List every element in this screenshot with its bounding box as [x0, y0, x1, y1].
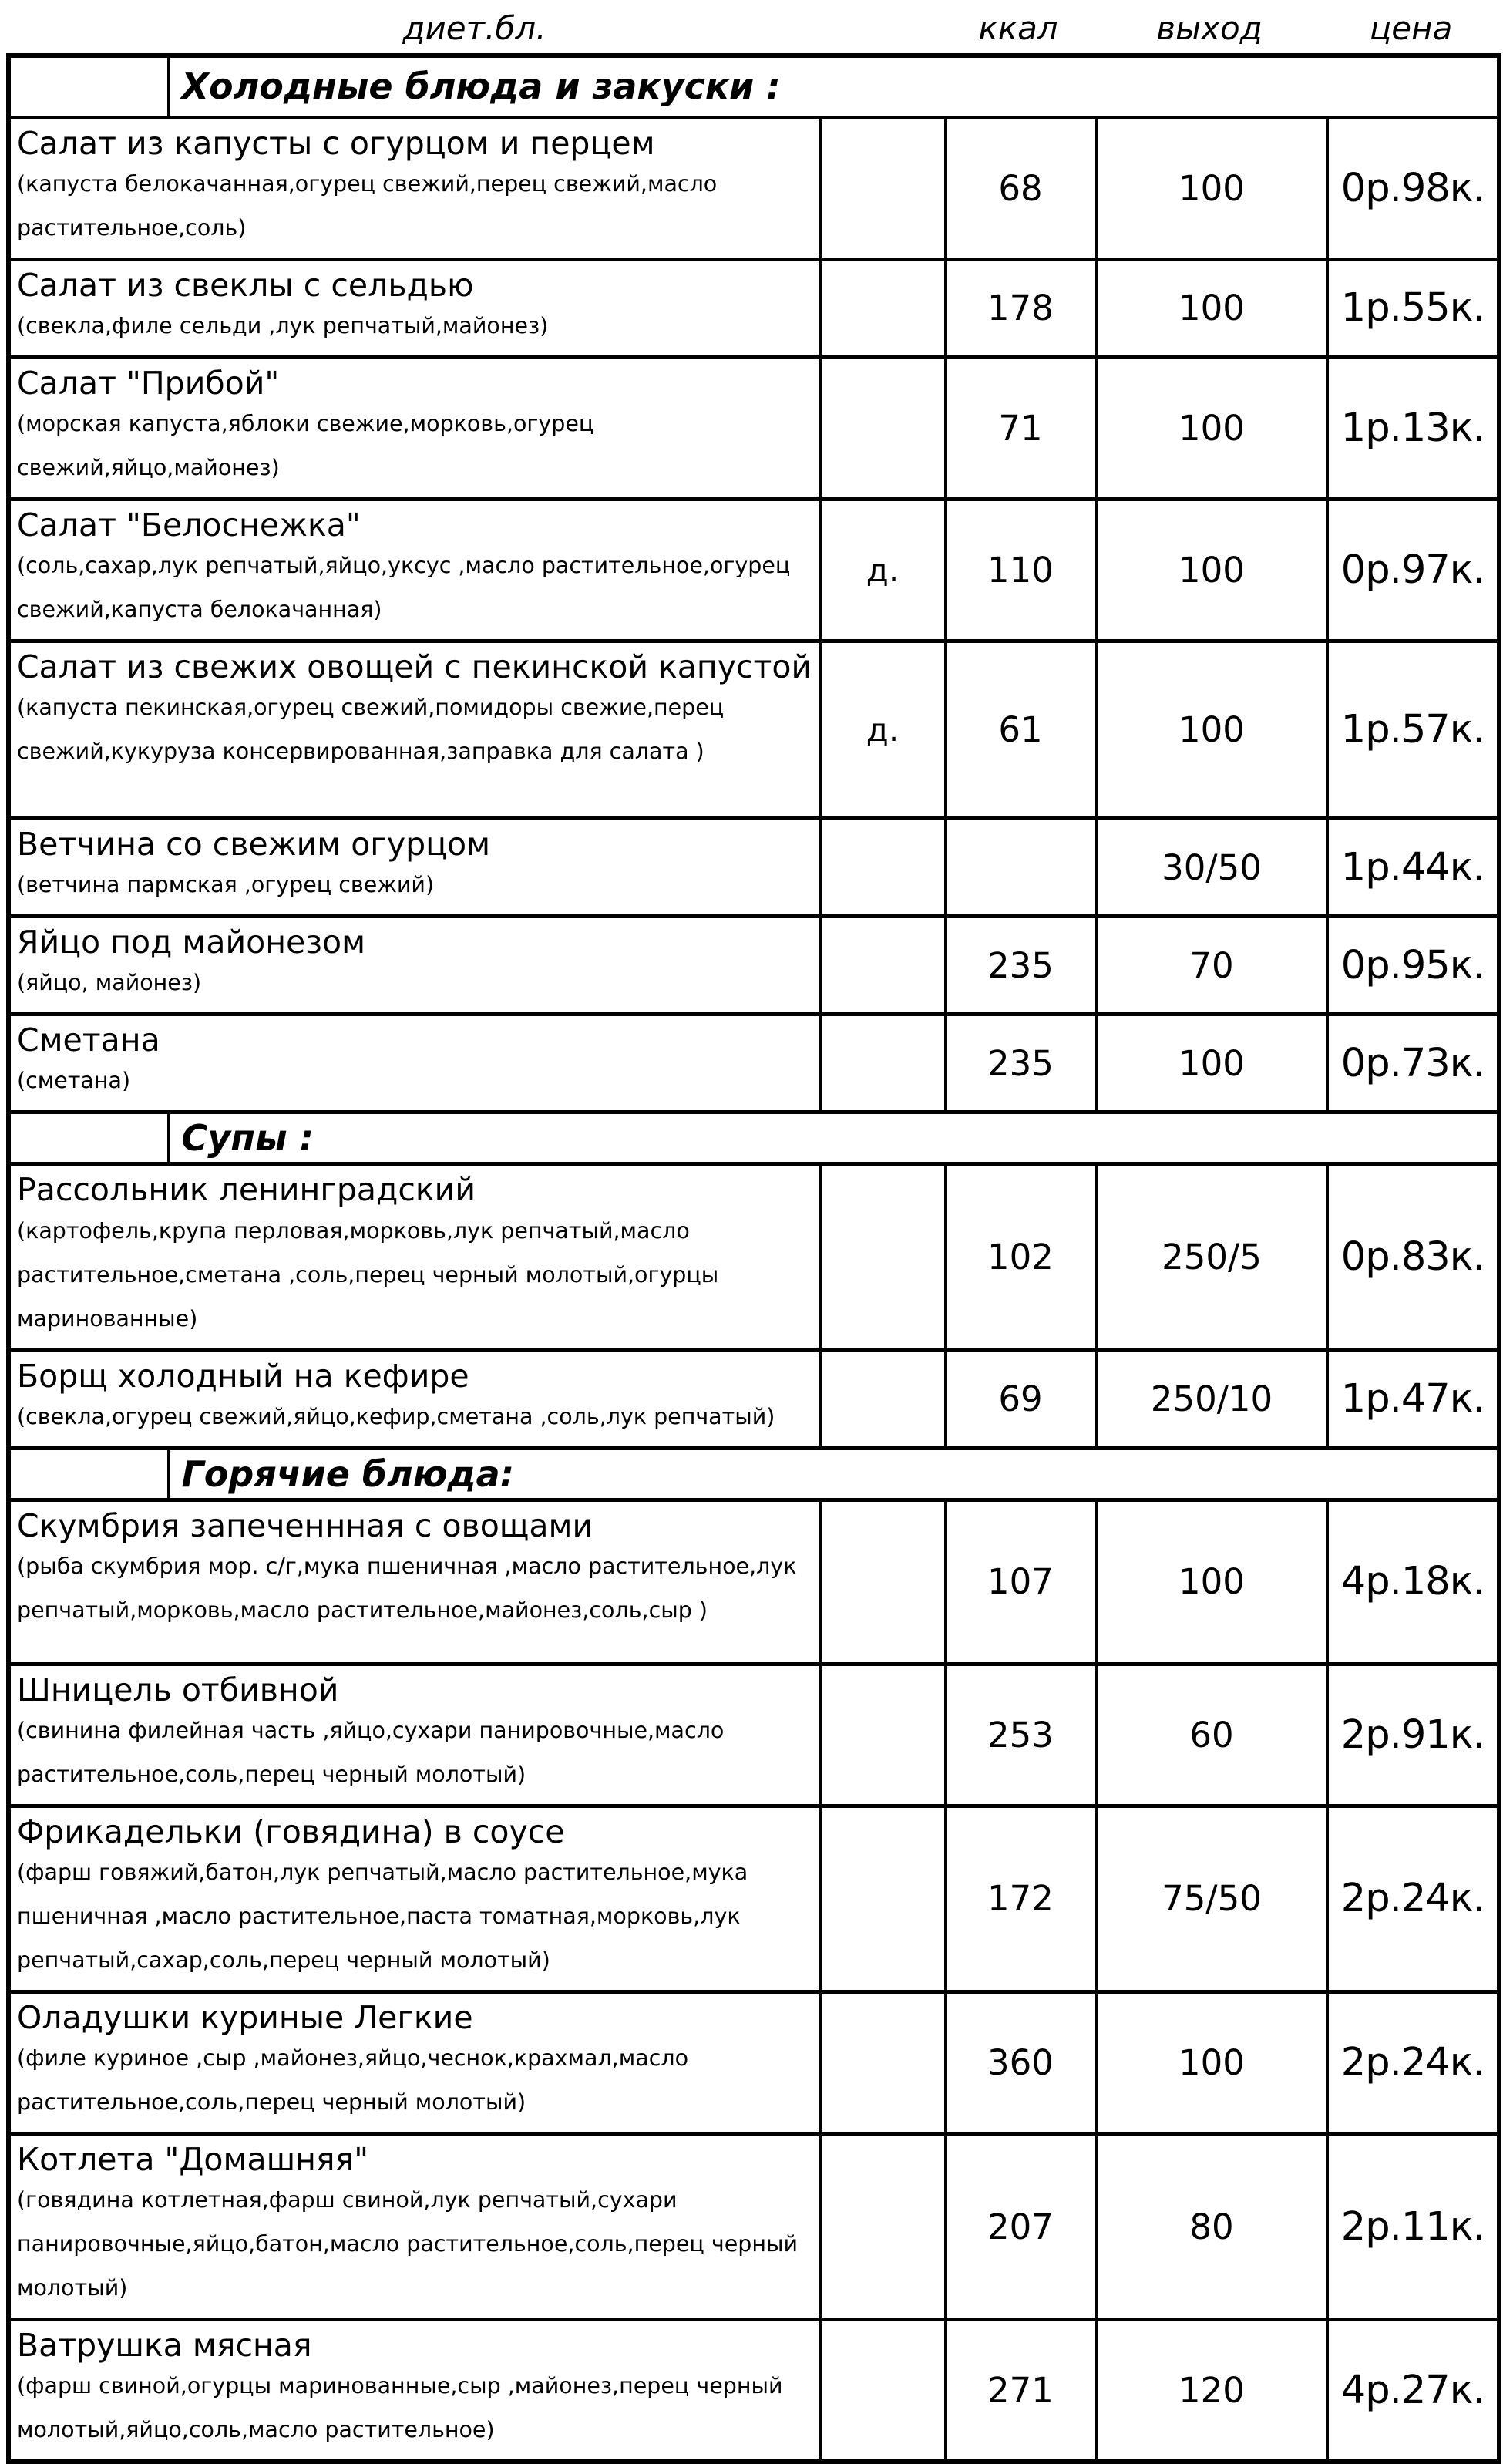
- dish-ingredients: (говядина котлетная,фарш свиной,лук репчатый,сухари панировочные,яйцо,батон,масло растительное,соль,перец черный молотый): [17, 2187, 798, 2301]
- menu-row: [8, 1164, 1499, 1350]
- dish-name: Ветчина со свежим огурцом: [17, 826, 491, 863]
- diet-mark: [820, 2320, 945, 2462]
- price-value: 4р.18к.: [1327, 1500, 1499, 1664]
- dish-name: Шницель отбивной: [17, 1671, 339, 1708]
- diet-mark: [820, 1015, 945, 1113]
- vyhod-value: 100: [1096, 1992, 1327, 2134]
- dish-name: Салат из свеклы с сельдью: [17, 266, 474, 304]
- section-row-soups: [8, 1113, 1499, 1164]
- price-value: 1р.47к.: [1327, 1350, 1499, 1448]
- column-headers: [6, 9, 1497, 47]
- dish-name: Салат "Белоснежка": [17, 506, 361, 544]
- dish-name: Сметана: [17, 1022, 160, 1059]
- diet-mark: [820, 917, 945, 1015]
- dish-name: Борщ холодный на кефире: [17, 1357, 469, 1395]
- price-value: 1р.55к.: [1327, 259, 1499, 357]
- dish-name: Фрикадельки (говядина) в соусе: [17, 1813, 565, 1850]
- kcal-value: 172: [945, 1806, 1096, 1991]
- diet-mark: [820, 819, 945, 917]
- dish-ingredients: (ветчина пармская ,огурец свежий): [17, 872, 435, 898]
- vyhod-value: 80: [1096, 2134, 1327, 2320]
- diet-mark: [820, 1350, 945, 1448]
- vyhod-value: 250/10: [1096, 1350, 1327, 1448]
- vyhod-value: 100: [1096, 1015, 1327, 1113]
- price-value: 0р.83к.: [1327, 1164, 1499, 1350]
- dish-ingredients: (соль,сахар,лук репчатый,яйцо,уксус ,масло растительное,огурец свежий,капуста белокачанная): [17, 553, 791, 623]
- section-left-cell: [8, 1113, 168, 1164]
- diet-mark: [820, 117, 945, 259]
- section-left-cell: [8, 56, 168, 117]
- dish-name: Оладушки куриные Легкие: [17, 1999, 473, 2037]
- price-value: 4р.27к.: [1327, 2320, 1499, 2462]
- diet-mark: д.: [820, 499, 945, 641]
- dish-ingredients: (рыба скумбрия мор. с/г,мука пшеничная ,масло растительное,лук репчатый,морковь,масло растительное,майонез,соль,сыр ): [17, 1553, 797, 1623]
- diet-mark: [820, 259, 945, 357]
- vyhod-value: 120: [1096, 2320, 1327, 2462]
- menu-row: [8, 259, 1499, 357]
- dish-ingredients: (свекла,огурец свежий,яйцо,кефир,сметана ,соль,лук репчатый): [17, 1403, 775, 1429]
- section-title: Горячие блюда:: [168, 1448, 1499, 1500]
- vyhod-value: 100: [1096, 117, 1327, 259]
- dish-name: Салат "Прибой": [17, 364, 280, 402]
- column-header-vyhod: выход: [1156, 9, 1263, 47]
- vyhod-value: 100: [1096, 259, 1327, 357]
- menu-page: [0, 9, 1503, 2464]
- dish-ingredients: (фарш говяжий,батон,лук репчатый,масло растительное,мука пшеничная ,масло растительное,паста томатная,морковь,лук репчатый,сахар,соль,перец черный молотый): [17, 1860, 748, 1974]
- menu-row: [8, 1664, 1499, 1806]
- kcal-value: 235: [945, 1015, 1096, 1113]
- kcal-value: 61: [945, 641, 1096, 819]
- price-value: 2р.24к.: [1327, 1806, 1499, 1991]
- kcal-value: 102: [945, 1164, 1096, 1350]
- column-header-diet: диет.бл.: [402, 9, 546, 47]
- column-header-price: цена: [1369, 9, 1453, 47]
- price-value: 2р.91к.: [1327, 1664, 1499, 1806]
- menu-row: [8, 117, 1499, 259]
- kcal-value: 178: [945, 259, 1096, 357]
- menu-table: [6, 53, 1501, 2464]
- price-value: 0р.73к.: [1327, 1015, 1499, 1113]
- kcal-value: 253: [945, 1664, 1096, 1806]
- kcal-value: 107: [945, 1500, 1096, 1664]
- dish-ingredients: (яйцо, майонез): [17, 970, 202, 996]
- kcal-value: 71: [945, 357, 1096, 499]
- menu-row: [8, 819, 1499, 917]
- price-value: 0р.98к.: [1327, 117, 1499, 259]
- price-value: 1р.44к.: [1327, 819, 1499, 917]
- menu-row: [8, 1500, 1499, 1664]
- diet-mark: [820, 1992, 945, 2134]
- dish-ingredients: (капуста пекинская,огурец свежий,помидоры свежие,перец свежий,кукуруза консервированная,заправка для салата ): [17, 695, 725, 765]
- section-left-cell: [8, 1448, 168, 1500]
- price-value: 2р.11к.: [1327, 2134, 1499, 2320]
- diet-mark: д.: [820, 641, 945, 819]
- diet-mark: [820, 2134, 945, 2320]
- dish-ingredients: (фарш свиной,огурцы маринованные,сыр ,майонез,перец черный молотый,яйцо,соль,масло растительное): [17, 2373, 783, 2443]
- dish-ingredients: (свекла,филе сельди ,лук репчатый,майонез): [17, 312, 549, 338]
- vyhod-value: 70: [1096, 917, 1327, 1015]
- diet-mark: [820, 1806, 945, 1991]
- kcal-value: 207: [945, 2134, 1096, 2320]
- kcal-value: 110: [945, 499, 1096, 641]
- vyhod-value: 30/50: [1096, 819, 1327, 917]
- vyhod-value: 75/50: [1096, 1806, 1327, 1991]
- kcal-value: [945, 819, 1096, 917]
- dish-ingredients: (свинина филейная часть ,яйцо,сухари панировочные,масло растительное,соль,перец черный молотый): [17, 1717, 725, 1787]
- vyhod-value: 60: [1096, 1664, 1327, 1806]
- vyhod-value: 250/5: [1096, 1164, 1327, 1350]
- vyhod-value: 100: [1096, 641, 1327, 819]
- price-value: 1р.13к.: [1327, 357, 1499, 499]
- menu-row: [8, 357, 1499, 499]
- kcal-value: 235: [945, 917, 1096, 1015]
- kcal-value: 271: [945, 2320, 1096, 2462]
- price-value: 2р.24к.: [1327, 1992, 1499, 2134]
- menu-row: [8, 499, 1499, 641]
- dish-name: Салат из свежих овощей с пекинской капустой: [17, 648, 812, 686]
- dish-ingredients: (морская капуста,яблоки свежие,морковь,огурец свежий,яйцо,майонез): [17, 410, 594, 480]
- kcal-value: 360: [945, 1992, 1096, 2134]
- price-value: 1р.57к.: [1327, 641, 1499, 819]
- menu-row: [8, 2134, 1499, 2320]
- menu-row: [8, 641, 1499, 819]
- vyhod-value: 100: [1096, 1500, 1327, 1664]
- vyhod-value: 100: [1096, 499, 1327, 641]
- dish-name: Скумбрия запеченнная с овощами: [17, 1506, 593, 1544]
- diet-mark: [820, 1164, 945, 1350]
- dish-name: Ватрушка мясная: [17, 2327, 312, 2365]
- dish-name: Яйцо под майонезом: [17, 924, 366, 961]
- menu-row: [8, 1806, 1499, 1991]
- price-value: 0р.95к.: [1327, 917, 1499, 1015]
- kcal-value: 69: [945, 1350, 1096, 1448]
- dish-ingredients: (картофель,крупа перловая,морковь,лук репчатый,масло растительное,сметана ,соль,перец черный молотый,огурцы маринованные): [17, 1217, 719, 1331]
- dish-ingredients: (капуста белокачанная,огурец свежий,перец свежий,масло растительное,соль): [17, 170, 718, 241]
- vyhod-value: 100: [1096, 357, 1327, 499]
- section-title: Холодные блюда и закуски :: [168, 56, 1499, 117]
- dish-ingredients: (филе куриное ,сыр ,майонез,яйцо,чеснок,крахмал,масло растительное,соль,перец черный молотый): [17, 2045, 689, 2116]
- kcal-value: 68: [945, 117, 1096, 259]
- dish-name: Рассольник ленинградский: [17, 1171, 476, 1209]
- menu-row: [8, 1350, 1499, 1448]
- menu-row: [8, 917, 1499, 1015]
- menu-row: [8, 1015, 1499, 1113]
- dish-ingredients: (сметана): [17, 1068, 131, 1094]
- menu-row: [8, 2320, 1499, 2462]
- menu-row: [8, 1992, 1499, 2134]
- section-row-hot-dishes: [8, 1448, 1499, 1500]
- diet-mark: [820, 1500, 945, 1664]
- section-row-cold-dishes: [8, 56, 1499, 117]
- dish-name: Салат из капусты с огурцом и перцем: [17, 124, 655, 162]
- section-title: Супы :: [168, 1113, 1499, 1164]
- column-header-kcal: ккал: [978, 9, 1058, 47]
- dish-name: Котлета "Домашняя": [17, 2141, 369, 2179]
- diet-mark: [820, 357, 945, 499]
- price-value: 0р.97к.: [1327, 499, 1499, 641]
- diet-mark: [820, 1664, 945, 1806]
